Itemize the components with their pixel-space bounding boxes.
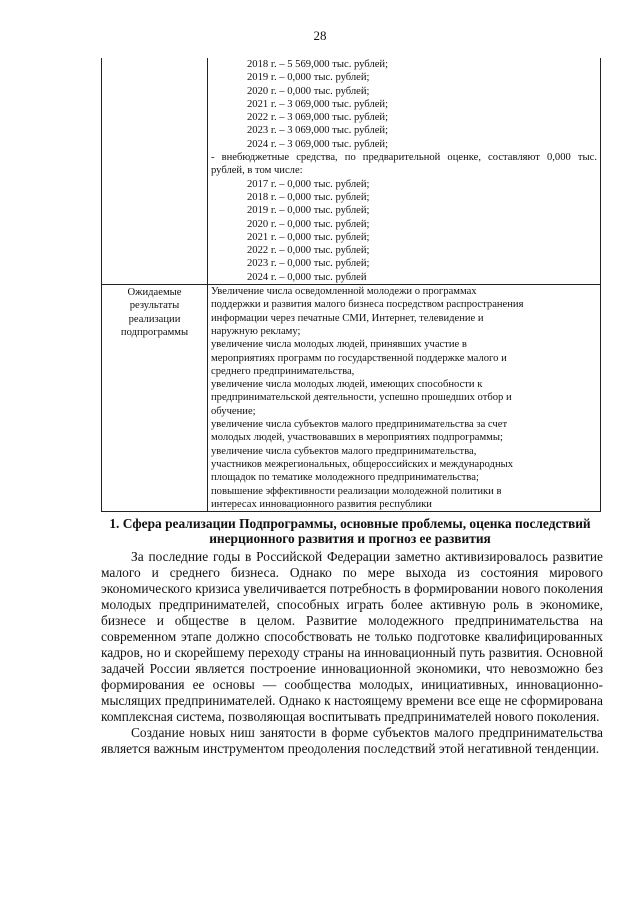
page-number: 28 <box>313 28 327 43</box>
results-line: молодых людей, участвовавших в мероприятиях подпрограммы; <box>211 432 503 444</box>
results-line: увеличение числа молодых людей, принявших участие в <box>211 339 467 351</box>
results-line: повышение эффективности реализации молодежной политики в <box>211 485 502 497</box>
budget-year-line: 2023 г. – 3 069,000 тыс. рублей; <box>247 125 389 137</box>
results-line: увеличение числа молодых людей, имеющих способности к <box>211 379 483 391</box>
results-label: Ожидаемые результаты реализации подпрограммы <box>102 285 208 512</box>
budget-year-line: 2019 г. – 0,000 тыс. рублей; <box>247 72 370 84</box>
results-line: среднего предпринимательства, <box>211 365 355 377</box>
extrabudget-year-line: 2023 г. – 0,000 тыс. рублей; <box>247 258 370 270</box>
funding-label-cell <box>102 58 208 285</box>
table-row-results <box>102 285 601 512</box>
subprogram-passport-table <box>101 58 601 512</box>
results-line: увеличение числа субъектов малого предпринимательства, <box>211 445 477 457</box>
budget-year-line: 2024 г. – 3 069,000 тыс. рублей; <box>247 138 389 150</box>
results-line: участников межрегиональных, общероссийских и международных <box>211 458 514 470</box>
results-line: мероприятиях программ по государственной поддержке малого и <box>211 352 507 364</box>
results-line: интересах инновационного развития республики <box>211 498 432 510</box>
results-line: информации через печатные СМИ, Интернет, телевидение и <box>211 312 484 324</box>
budget-year-line: 2020 г. – 0,000 тыс. рублей; <box>247 85 370 97</box>
results-line: площадок по тематике молодежного предпринимательства; <box>211 472 479 484</box>
paragraph: За последние годы в Российской Федерации заметно активизировалось развитие малого и среднего бизнеса. Однако по мере выхода из состояния мирового экономического кризиса увеличивается потребность в формировании нового поколения молодых предпринимателей, способных играть более активную роль в экономике, бизнесе и обществе в целом. Развитие молодежного предпринимательства на современном этапе должно способствовать не только подготовке квалифицированных кадров, но и скорейшему переходу страны на инновационный путь развития. Основной задачей России является построение инновационной экономики, что невозможно без формирования ее основы — сообщества молодых, инициативных, инновационно-мыслящих предпринимателей. Однако к настоящему времени все еще не сформирована комплексная система, позволяющая воспитывать предпринимателей нового поколения. <box>101 549 603 724</box>
extrabudget-year-line: 2017 г. – 0,000 тыс. рублей; <box>247 178 370 190</box>
paragraph: Создание новых ниш занятости в форме субъектов малого предпринимательства является важным инструментом преодоления последствий этой негативной тенденции. <box>101 725 603 756</box>
results-line: Увеличение числа осведомленной молодежи о программах <box>211 286 477 298</box>
budget-year-line: 2018 г. – 5 569,000 тыс. рублей; <box>247 59 389 70</box>
extrabudget-year-line: 2022 г. – 0,000 тыс. рублей; <box>247 245 370 257</box>
extrabudget-year-line: 2018 г. – 0,000 тыс. рублей; <box>247 191 370 203</box>
extrabudget-year-line: 2021 г. – 0,000 тыс. рублей; <box>247 231 370 243</box>
section-body <box>101 549 603 757</box>
extrabudget-intro: - внебюджетные средства, по предварительной оценке, составляют 0,000 тыс. рублей, в том числе: <box>211 152 597 177</box>
results-line: предпринимательской деятельности, успешно прошедших отбор и <box>211 392 512 404</box>
extrabudget-year-line: 2020 г. – 0,000 тыс. рублей; <box>247 218 370 230</box>
budget-year-line: 2021 г. – 3 069,000 тыс. рублей; <box>247 98 389 110</box>
extrabudget-year-line: 2019 г. – 0,000 тыс. рублей; <box>247 205 370 217</box>
results-line: увеличение числа субъектов малого предпринимательства за счет <box>211 419 508 431</box>
section-title: 1. Сфера реализации Подпрограммы, основные проблемы, оценка последствий инерционного развития и прогноз ее развития <box>109 516 591 546</box>
funding-content-cell <box>208 58 601 285</box>
table-row-funding <box>102 58 601 285</box>
extrabudget-year-line: 2024 г. – 0,000 тыс. рублей <box>247 271 367 283</box>
results-line: наружную рекламу; <box>211 325 301 337</box>
results-line: обучение; <box>211 405 256 417</box>
budget-year-line: 2022 г. – 3 069,000 тыс. рублей; <box>247 112 389 124</box>
results-line: поддержки и развития малого бизнеса посредством распространения <box>211 299 524 311</box>
results-content-cell <box>208 285 601 512</box>
